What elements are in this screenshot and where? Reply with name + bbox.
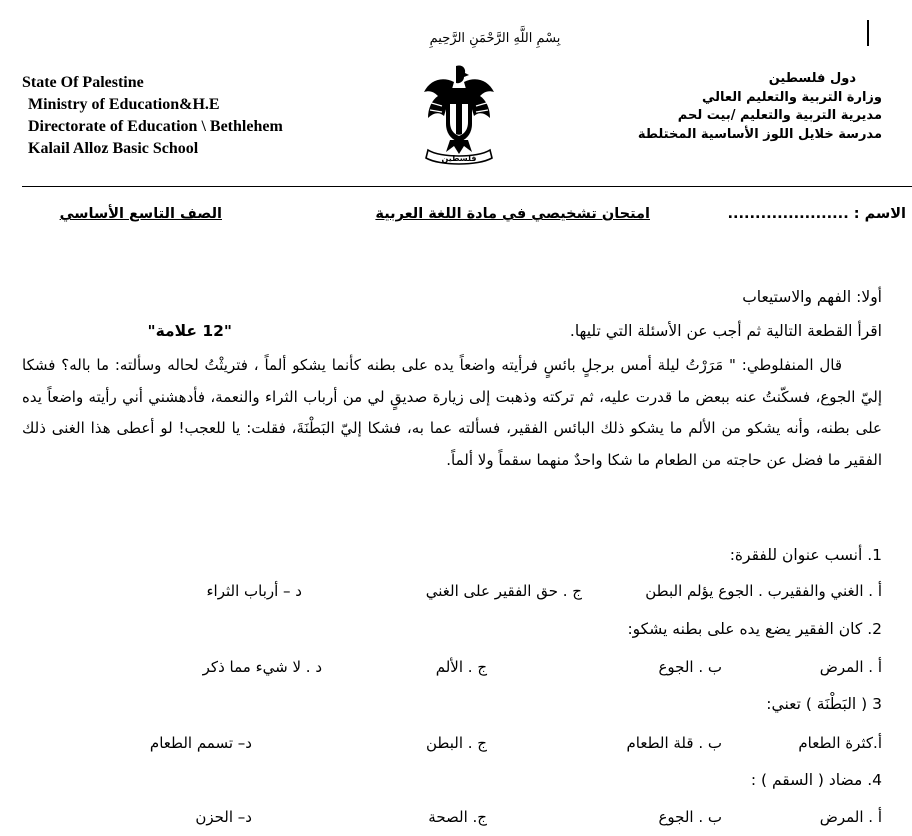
palestine-eagle-emblem xyxy=(420,62,498,167)
q1-option-d: د – أرباب الثراء xyxy=(206,582,302,600)
instruction: اقرأ القطعة التالية ثم أجب عن الأسئلة التي تليها. xyxy=(569,322,882,340)
header-divider xyxy=(22,186,912,187)
bismillah-calligraphy xyxy=(395,22,595,50)
question-1: 1. أنسب عنوان للفقرة: xyxy=(729,546,882,564)
q2-option-a: أ . المرض xyxy=(819,658,882,676)
country-ar: دول فلسطين xyxy=(768,71,856,86)
q2-option-b: ب . الجوع xyxy=(658,658,722,676)
name-field-label: الاسم : ...................... xyxy=(727,206,906,222)
q3-option-b: ب . قلة الطعام xyxy=(626,734,722,752)
exam-title: امتحان تشخيصي في مادة اللغة العربية xyxy=(375,206,650,222)
directorate-ar: مديرية التربية والتعليم /بيت لحم xyxy=(677,108,882,123)
q3-option-d: د– تسمم الطعام xyxy=(149,734,252,752)
section-heading: أولا: الفهم والاستيعاب xyxy=(742,288,882,306)
arabic-header xyxy=(638,70,882,144)
question-2: 2. كان الفقير يضع يده على بطنه يشكو: xyxy=(627,620,882,638)
q3-option-c: ج . البطن xyxy=(426,734,487,752)
q4-option-b: ب . الجوع xyxy=(658,808,722,826)
school-ar: مدرسة خلايل اللوز الأساسية المختلطة xyxy=(637,126,882,142)
reading-passage: قال المنفلوطي: " مَرَرْتُ ليلة أمس برجلٍ بائسٍ فرأيته واضعاً يده على بطنه كأنما يشكو ألماً ، فتريثْتُ لحاله وسألته: ما باله؟ فشكا إليّ الجوع، فسكّنتُ عنه ببعض ما قدرت عليه، ثم تركته وذهبت إلى زيارة صديقٍ لي من أرباب الثراء والنعمة، فأدهشني أني رأيته واضعاً يده على بطنه، وأنه يشكو من الألم ما يشكو ذلك البائس الفقير، فسألته عما به، فشكا إليّ البَطْنَةَ، فقلت: يا للعجب! لو أعطى هذا الغنى ذلك الفقير ما فضل عن حاجته من الطعام ما شكا واحدٌ منهما سقماً ولا ألماً. xyxy=(22,356,882,469)
text-cursor xyxy=(867,20,869,46)
marks-label: "12 علامة" xyxy=(147,322,232,340)
school-en: Kalail Alloz Basic School xyxy=(28,140,199,157)
ministry-en: Ministry of Education&H.E xyxy=(28,96,220,113)
q2-option-d: د . لا شيء مما ذكر xyxy=(202,658,322,676)
q3-option-a: أ.كثرة الطعام xyxy=(798,734,882,752)
q1-option-a-b: أ . الغني والفقيرب . الجوع يؤلم البطن xyxy=(645,582,882,600)
svg-text:فلسطين: فلسطين xyxy=(441,154,477,163)
q1-option-c: ج . حق الفقير على الغني xyxy=(425,582,582,600)
q4-option-c: ج. الصحة xyxy=(428,808,487,826)
english-header xyxy=(22,72,283,160)
q2-option-c: ج . الألم xyxy=(435,658,487,676)
ministry-ar: وزارة التربية والتعليم العالي xyxy=(701,89,882,105)
country-en: State Of Palestine xyxy=(22,74,144,91)
q4-option-d: د– الحزن xyxy=(195,808,252,826)
question-4: 4. مضاد ( السقم ) : xyxy=(750,771,882,789)
svg-text:بِسْمِ اللَّهِ الرَّحْمَنِ الر: بِسْمِ اللَّهِ الرَّحْمَنِ الرَّحِيمِ xyxy=(429,31,561,46)
question-3: 3 ( البَطْنَة ) تعني: xyxy=(766,695,882,713)
grade-label: الصف التاسع الأساسي xyxy=(59,206,222,222)
q4-option-a: أ . المرض xyxy=(819,808,882,826)
directorate-en: Directorate of Education \ Bethlehem xyxy=(28,118,283,135)
